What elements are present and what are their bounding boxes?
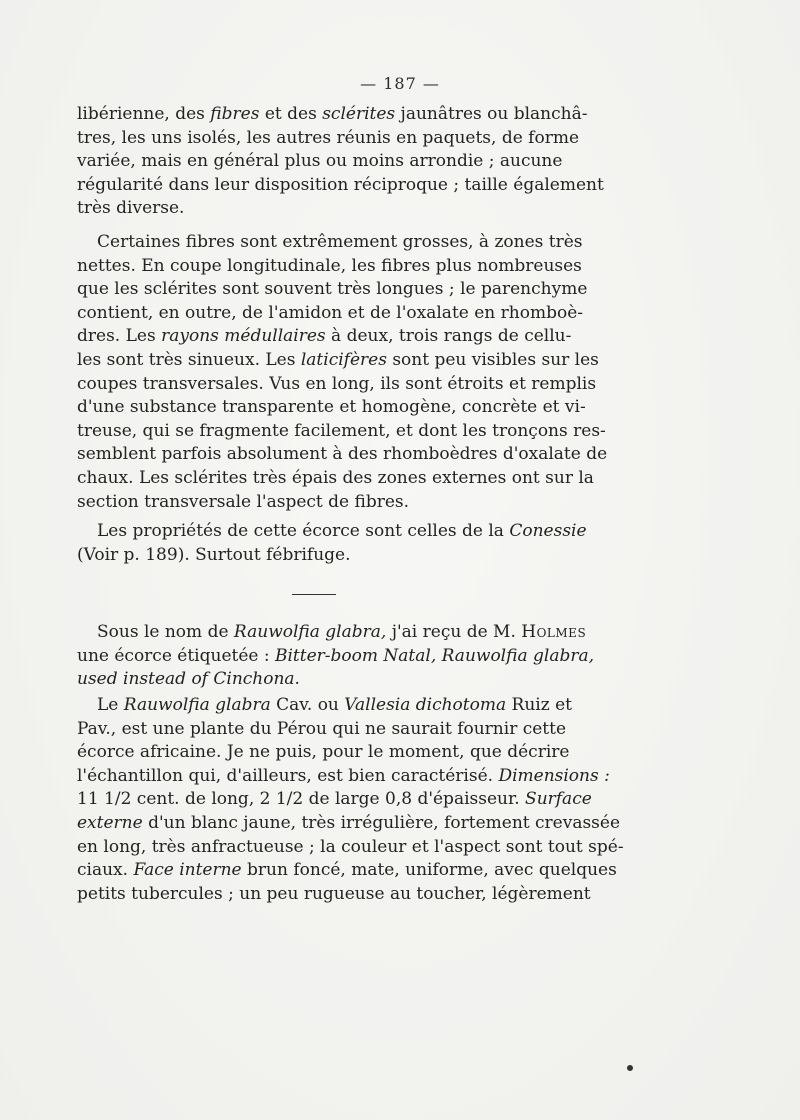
text-line [77, 150, 563, 174]
italic-text: rayons médullaires [161, 326, 326, 347]
text-run: en long, très anfractueuse ; la couleur et l'aspect sont tout spé- [77, 836, 624, 857]
text-run: brun foncé, mate, uniforme, avec quelques [241, 860, 617, 881]
text-run: jaunâtres ou blanchâ- [395, 104, 588, 124]
text-line [77, 491, 559, 515]
text-line [77, 859, 617, 883]
text-run: coupes transversales. Vus en long, ils sont étroits et remplis [77, 373, 597, 394]
italic-text: Dimensions : [498, 765, 610, 786]
paragraph-rauwolfia-intro [77, 621, 594, 692]
text-run: 11 1/2 cent. de long, 2 1/2 de large 0,8 d'épaisseur. [77, 789, 526, 810]
text-run: ciaux. [77, 860, 134, 881]
text-run: variée, mais en général plus ou moins arrondie ; aucune [77, 151, 563, 172]
text-line [77, 668, 559, 692]
text-line [77, 788, 592, 812]
paragraph-properties [77, 520, 587, 567]
text-run: dres. Les [77, 326, 162, 347]
smallcaps-text: Holmes [521, 622, 587, 642]
italic-text: sclérites [322, 104, 396, 124]
text-run: sont peu visibles sur les [386, 349, 599, 370]
text-line [77, 836, 624, 860]
text-line [77, 278, 588, 302]
text-line [77, 302, 584, 326]
text-line [77, 621, 587, 645]
text-line [77, 197, 559, 221]
text-line [77, 694, 572, 718]
text-run: à deux, trois rangs de cellu- [325, 326, 572, 347]
text-run: Les propriétés de cette écorce sont celles de la [97, 521, 510, 541]
paragraph-rauwolfia-description [77, 694, 624, 906]
text-run: d'une substance transparente et homogène, concrète et vi- [77, 397, 586, 418]
text-line [77, 420, 606, 444]
italic-text: Rauwolfia glabra, [233, 622, 387, 642]
text-run: Certaines fibres sont extrêmement grosses, à zones très [97, 232, 583, 252]
text-run: Pav., est une plante du Pérou qui ne saurait fournir cette [77, 718, 567, 739]
text-run: Cav. ou [270, 695, 345, 715]
text-run: section transversale l'aspect de fibres. [77, 491, 410, 512]
text-run: contient, en outre, de l'amidon et de l'oxalate en rhomboè- [77, 302, 584, 323]
text-line [77, 373, 597, 397]
text-run: très diverse. [77, 198, 185, 219]
text-run: d'un blanc jaune, très irrégulière, fortement crevassée [142, 812, 621, 833]
text-line [77, 127, 579, 151]
text-line [77, 467, 594, 491]
text-line [77, 520, 587, 544]
section-divider [292, 594, 336, 595]
text-run: Le [97, 695, 124, 715]
text-line [77, 883, 591, 907]
italic-text: Surface [525, 789, 592, 810]
text-line [77, 645, 594, 669]
text-run: libérienne, des [77, 104, 211, 124]
text-run: (Voir p. 189). Surtout fébrifuge. [77, 544, 351, 565]
text-run: chaux. Les sclérites très épais des zones externes ont sur la [77, 467, 594, 488]
text-line [77, 174, 604, 198]
paragraph-anatomy [77, 231, 608, 514]
italic-text: Rauwolfia glabra [123, 695, 271, 715]
text-line [77, 718, 567, 742]
italic-text: Bitter-boom Natal, Rauwolfia glabra, [275, 645, 594, 666]
text-run: et des [259, 104, 323, 124]
text-run: Sous le nom de [97, 622, 234, 642]
text-line [77, 544, 559, 568]
text-run: Ruiz et [506, 695, 572, 715]
text-line [77, 765, 610, 789]
text-line [77, 443, 608, 467]
text-run: écorce africaine. Je ne puis, pour le moment, que décrire [77, 742, 570, 763]
italic-text: used instead of Cinchona. [77, 669, 300, 690]
text-line [77, 396, 586, 420]
text-line [77, 255, 582, 279]
text-run: l'échantillon qui, d'ailleurs, est bien caractérisé. [77, 765, 499, 786]
text-run: petits tubercules ; un peu rugueuse au toucher, légèrement [77, 883, 591, 904]
text-line [77, 325, 572, 349]
italic-text: fibres [210, 104, 260, 124]
italic-text: Face interne [133, 860, 242, 881]
text-run: que les sclérites sont souvent très longues ; le parenchyme [77, 279, 588, 300]
text-run: nettes. En coupe longitudinale, les fibres plus nombreuses [77, 255, 582, 276]
italic-text: laticifères [300, 349, 387, 370]
italic-text: Conessie [509, 521, 587, 541]
text-line [77, 349, 599, 373]
text-line [77, 231, 583, 255]
text-line [77, 741, 570, 765]
text-run: j'ai reçu de M. [386, 622, 522, 642]
text-run: tres, les uns isolés, les autres réunis en paquets, de forme [77, 127, 579, 148]
text-run: treuse, qui se fragmente facilement, et dont les tronçons res- [77, 420, 606, 441]
paragraph-continuation [77, 103, 604, 221]
text-line [77, 103, 588, 127]
ink-spot [627, 1065, 633, 1071]
text-run: une écorce étiquetée : [77, 645, 275, 666]
text-line [77, 812, 621, 836]
page-number: — 187 — [360, 74, 440, 93]
italic-text: externe [77, 812, 143, 833]
text-run: semblent parfois absolument à des rhomboèdres d'oxalate de [77, 444, 608, 465]
italic-text: Vallesia dichotoma [344, 695, 507, 715]
text-run: les sont très sinueux. Les [77, 349, 301, 370]
text-run: régularité dans leur disposition réciproque ; taille également [77, 174, 604, 195]
